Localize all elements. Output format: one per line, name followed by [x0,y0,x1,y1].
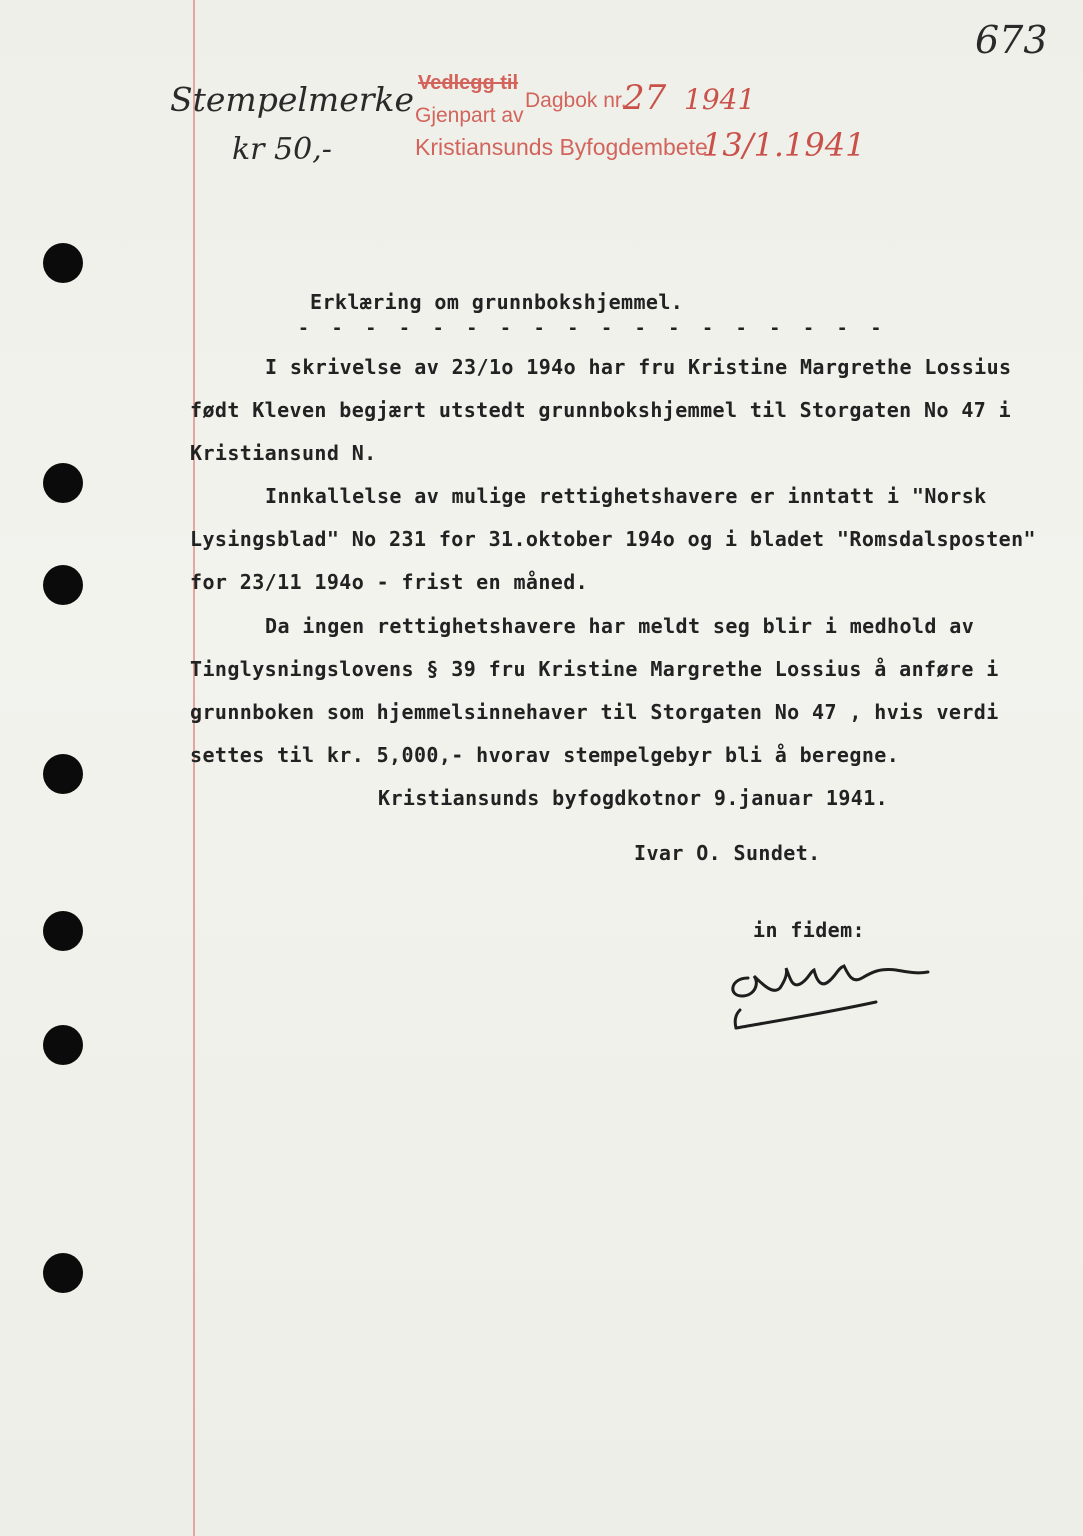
margin-line [193,0,195,1536]
stamp-office: Kristiansunds Byfogdembete [415,134,708,160]
signature-name: Ivar O. Sundet. [634,841,821,865]
title-underline: - - - - - - - - - - - - - - - - - - [298,318,888,339]
body-line: I skrivelse av 23/1o 194o har fru Kristine Margrethe Lossius [265,355,1012,379]
document-title: Erklæring om grunnbokshjemmel. [310,290,684,314]
stamp-dagbok-number: 27 [623,78,667,118]
body-line: settes til kr. 5,000,- hvorav stempelgebyr bli å beregne. [190,743,900,767]
body-line: grunnboken som hjemmelsinnehaver til Storgaten No 47 , hvis verdi [190,700,999,724]
stamp-vedlegg-struck: Vedlegg til [418,72,519,94]
stamp-dagbok-year: 1941 [684,83,756,116]
handwritten-signature [720,948,950,1048]
stamp-dagbok-label: Dagbok nr. [525,89,627,112]
stamp-date: 13/1.1941 [702,126,866,164]
binder-hole [43,754,83,794]
stamp-gjenpart: Gjenpart av [415,104,524,127]
body-line: Lysingsblad" No 231 for 31.oktober 194o og i bladet "Romsdalsposten" [190,527,1036,551]
body-line: Kristiansund N. [190,441,377,465]
stamp-amount: kr 50,- [232,132,332,167]
binder-hole [43,1253,83,1293]
binder-hole [43,565,83,605]
stamp-paper-note: Stempelmerke [170,80,415,119]
binder-hole [43,911,83,951]
page-number: 673 [975,18,1048,62]
binder-hole [43,243,83,283]
body-line: født Kleven begjært utstedt grunnbokshjemmel til Storgaten No 47 i [190,398,1012,422]
in-fidem: in fidem: [753,918,865,942]
body-line: Da ingen rettighetshavere har meldt seg blir i medhold av [265,614,975,638]
binder-hole [43,1025,83,1065]
place-date-line: Kristiansunds byfogdkotnor 9.januar 1941. [378,786,889,810]
binder-hole [43,463,83,503]
body-line: for 23/11 194o - frist en måned. [190,570,589,594]
body-line: Innkallelse av mulige rettighetshavere er inntatt i "Norsk [265,484,987,508]
body-line: Tinglysningslovens § 39 fru Kristine Margrethe Lossius å anføre i [190,657,999,681]
